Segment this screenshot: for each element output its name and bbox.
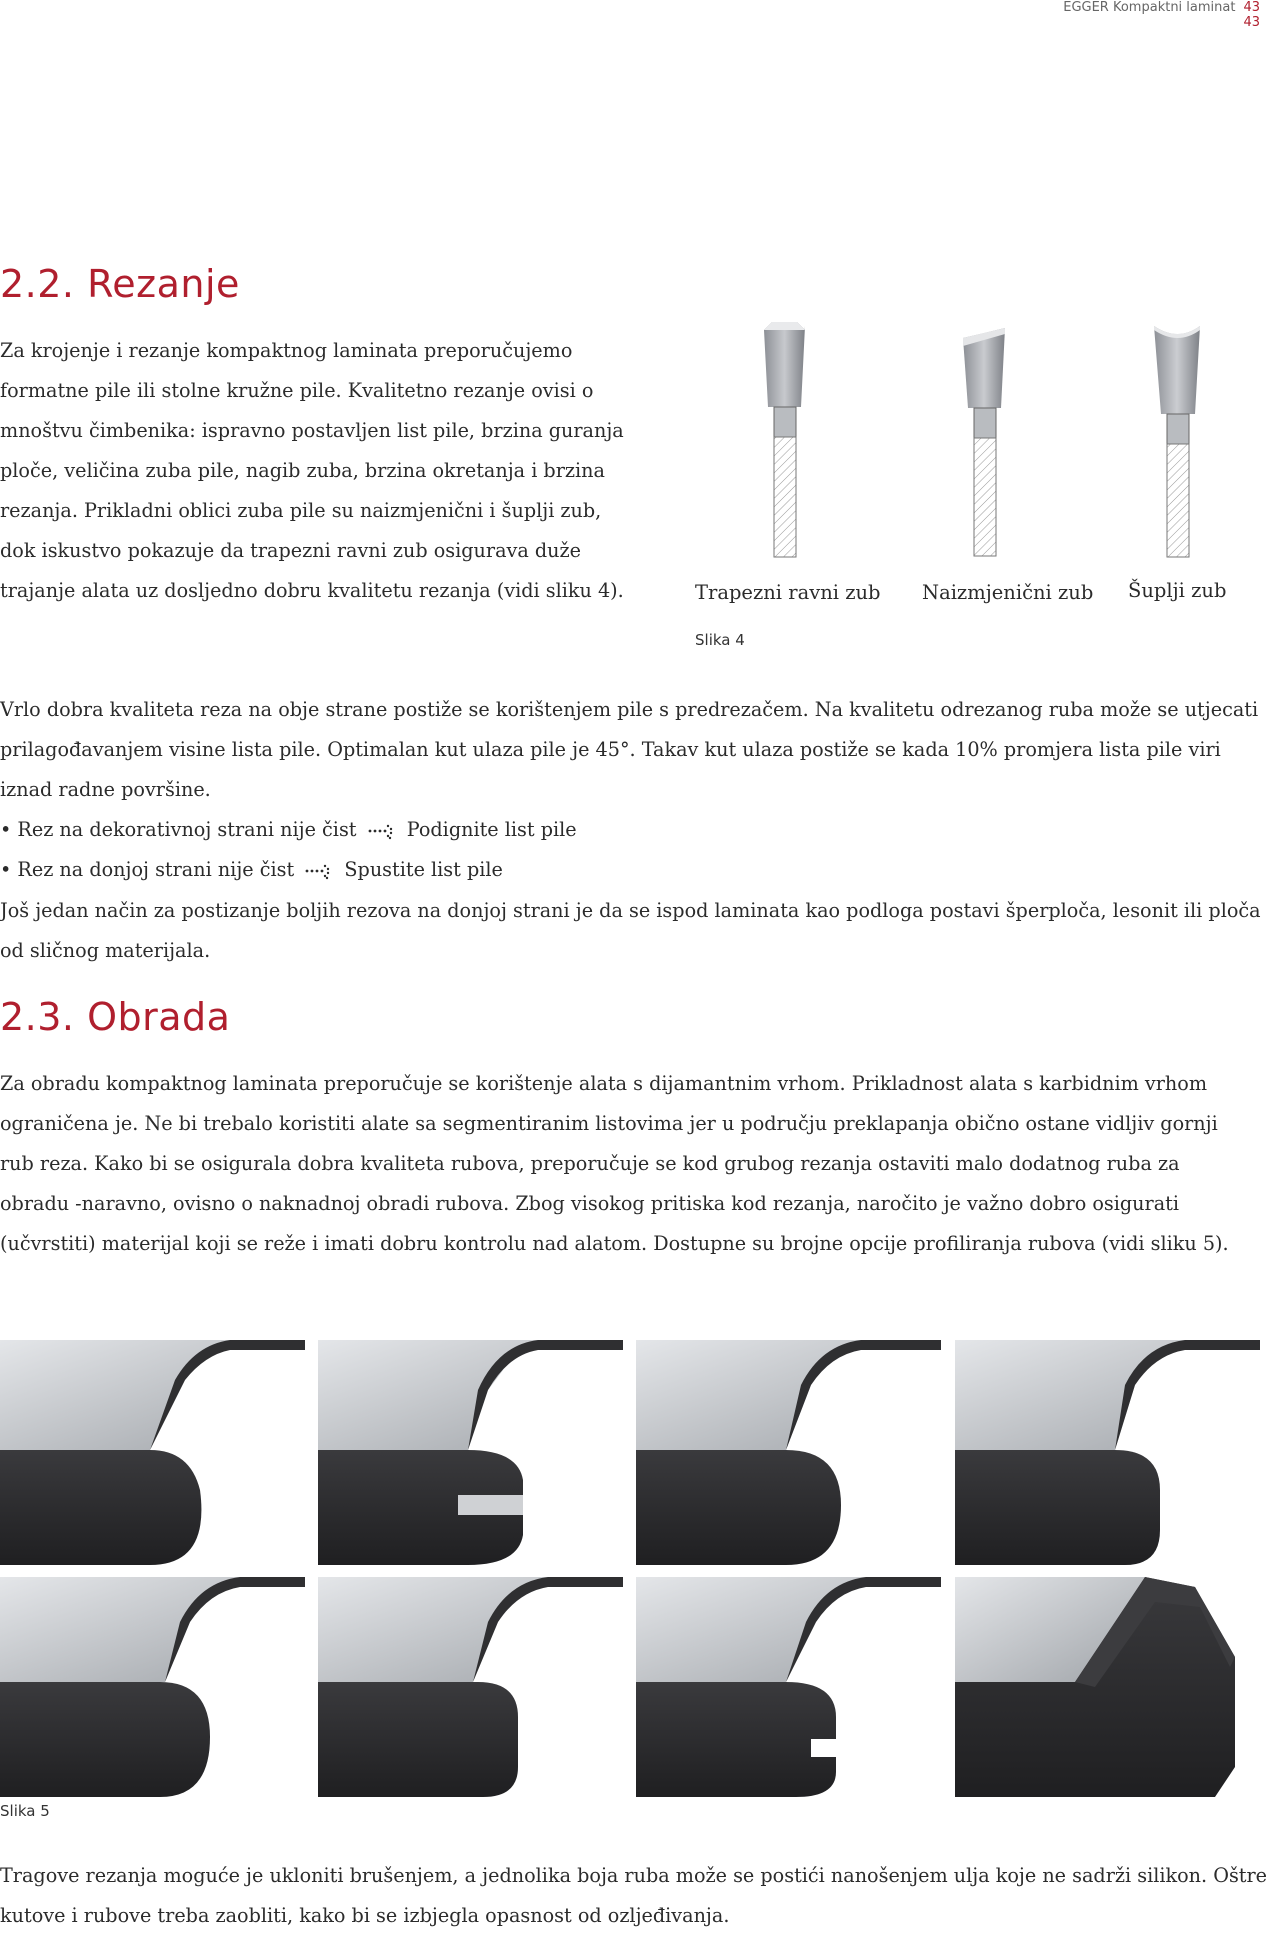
tip-solution: Podignite list pile <box>406 818 577 841</box>
tip-problem: • Rez na donjoj strani nije čist <box>0 858 295 881</box>
tip-item <box>0 850 503 890</box>
text-line: Tragove rezanja moguće je ukloniti brušenjem, a jednolika boja ruba može se postići nanošenjem ulja koje ne sadrži silikon. Oštre <box>0 1864 1268 1887</box>
text-line: Vrlo dobra kvaliteta reza na obje strane postiže se korištenjem pile s predrezačem. Na kvalitetu odrezanog ruba može se utjecati <box>0 698 1259 721</box>
label-trapezoid-tooth: Trapezni ravni zub <box>695 581 881 604</box>
tip-problem: • Rez na dekorativnoj strani nije čist <box>0 818 357 841</box>
processing-paragraph <box>0 1064 1275 1264</box>
finishing-paragraph <box>0 1856 1275 1936</box>
section-heading-cutting: 2.2. Rezanje <box>0 262 240 306</box>
text-line: kutove i rubove treba zaobliti, kako bi se izbjegla opasnost od ozljeđivanja. <box>0 1904 730 1927</box>
text-line: prilagođavanjem visine lista pile. Optimalan kut ulaza pile je 45°. Takav kut ulaza postiže se kada 10% promjera lista pile viri <box>0 738 1221 761</box>
text-line: od sličnog materijala. <box>0 939 211 962</box>
hollow-tooth-illustration <box>1148 322 1208 558</box>
text-line: (učvrstiti) materijal koji se reže i imati dobru kontrolu nad alatom. Dostupne su brojne opcije profiliranja rubova (vidi sliku 5). <box>0 1232 1229 1255</box>
text-line: dok iskustvo pokazuje da trapezni ravni zub osigurava duže <box>0 539 581 562</box>
text-line: Za obradu kompaktnog laminata preporučuje se korištenje alata s dijamantnim vrhom. Prikladnost alata s karbidnim vrhom <box>0 1072 1208 1095</box>
text-line: trajanje alata uz dosljedno dobru kvalitetu rezanja (vidi sliku 4). <box>0 579 624 602</box>
text-line: Još jedan način za postizanje boljih rezova na donjoj strani je da se ispod laminata kao podloga postavi šperploča, lesonit ili ploča <box>0 899 1261 922</box>
label-hollow-tooth: Šuplji zub <box>1128 579 1227 602</box>
text-line: mnoštvu čimbenika: ispravno postavljen list pile, brzina guranja <box>0 419 624 442</box>
text-line: rub reza. Kako bi se osigurala dobra kvaliteta rubova, preporučuje se kod grubog rezanja ostaviti malo dodatnog ruba za <box>0 1152 1180 1175</box>
text-line: ograničena je. Ne bi trebalo koristiti alate sa segmentiranim listovima jer u području preklapanja obično ostane vidljiv gornji <box>0 1112 1218 1135</box>
alternate-tooth-illustration <box>955 328 1015 558</box>
edge-profile-rounded-top <box>0 1340 305 1570</box>
dotted-arrow-icon <box>304 861 334 881</box>
edge-profile-bullnose <box>0 1577 305 1807</box>
cutting-outro-paragraph <box>0 891 1275 971</box>
page-number-secondary: 43 <box>1243 15 1260 30</box>
figure-4-caption: Slika 4 <box>695 631 745 649</box>
text-line: ploče, veličina zuba pile, nagib zuba, brzina okretanja i brzina <box>0 459 605 482</box>
text-line: obradu -naravno, ovisno o naknadnoj obradi rubova. Zbog visokog pritiska kod rezanja, naročito je važno dobro osigurati <box>0 1192 1179 1215</box>
dotted-arrow-icon <box>367 821 397 841</box>
page-header <box>1063 0 1260 30</box>
trapezoid-tooth-illustration <box>755 322 815 558</box>
edge-profile-groove <box>318 1340 623 1570</box>
figure-5-caption: Slika 5 <box>0 1802 50 1820</box>
label-alternate-tooth: Naizmjenični zub <box>922 581 1094 604</box>
text-line: formatne pile ili stolne kružne pile. Kvalitetno rezanje ovisi o <box>0 379 594 402</box>
cutting-quality-paragraph <box>0 690 1275 810</box>
edge-profile-chamfer <box>955 1577 1260 1807</box>
edge-profile-radius-bottom <box>955 1340 1260 1570</box>
section-heading-processing: 2.3. Obrada <box>0 995 231 1039</box>
text-line: rezanja. Prikladni oblici zuba pile su naizmjenični i šuplji zub, <box>0 499 602 522</box>
tip-item <box>0 810 577 850</box>
edge-profile-rounded-both <box>636 1340 941 1570</box>
edge-profile-small-radius <box>318 1577 623 1807</box>
text-line: iznad radne površine. <box>0 778 211 801</box>
page-number: 43 <box>1243 0 1260 15</box>
text-line: Za krojenje i rezanje kompaktnog laminata preporučujemo <box>0 339 573 362</box>
tip-solution: Spustite list pile <box>344 858 503 881</box>
cutting-intro-paragraph <box>0 331 680 611</box>
document-title: EGGER Kompaktni laminat <box>1063 0 1236 15</box>
edge-profile-rebate <box>636 1577 941 1807</box>
